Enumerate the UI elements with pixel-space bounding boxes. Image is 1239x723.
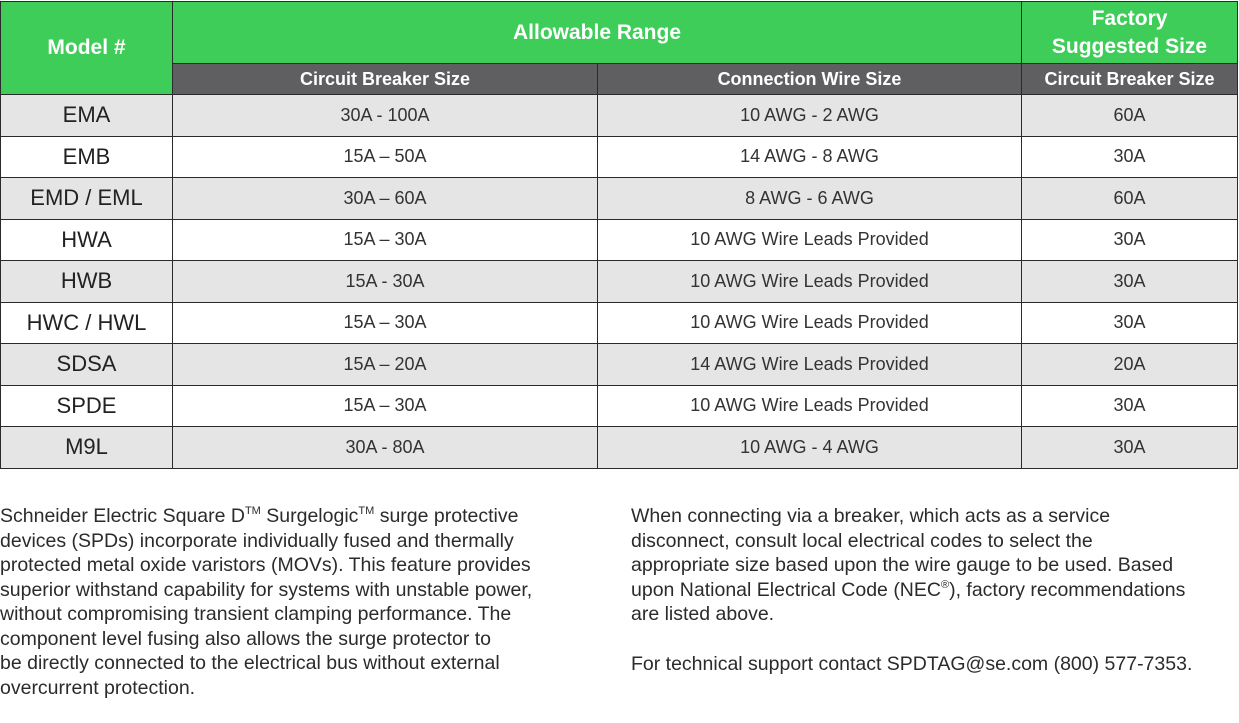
table-row [1, 344, 1238, 386]
model-cell: SDSA [1, 344, 173, 386]
factory-suggested-header [1022, 2, 1238, 64]
table-row [1, 178, 1238, 220]
model-cell: EMA [1, 95, 173, 137]
model-cell: HWA [1, 219, 173, 261]
breaker-guidance-paragraph [631, 504, 1231, 627]
guidance-line: are listed above. [631, 603, 775, 625]
wire-cell: 10 AWG Wire Leads Provided [598, 302, 1022, 344]
wire-cell: 10 AWG Wire Leads Provided [598, 219, 1022, 261]
description-line: protected metal oxide varistors (MOVs). This feature provides [0, 554, 531, 576]
guidance-line: appropriate size based upon the wire gauge to be used. Based [631, 554, 1174, 576]
breaker-cell: 15A – 30A [173, 302, 598, 344]
suggested-cell: 60A [1022, 95, 1238, 137]
table-row [1, 219, 1238, 261]
table-row [1, 302, 1238, 344]
text-segment: Surgelogic [260, 505, 359, 527]
model-cell: M9L [1, 427, 173, 469]
breaker-cell: 15A – 30A [173, 385, 598, 427]
breaker-cell: 15A – 30A [173, 219, 598, 261]
suggested-cell: 60A [1022, 178, 1238, 220]
suggested-cell: 20A [1022, 344, 1238, 386]
model-cell: EMB [1, 136, 173, 178]
text-segment: ), factory recommendations [949, 578, 1186, 601]
wire-size-header: Connection Wire Size [598, 64, 1022, 95]
breaker-cell: 15A – 50A [173, 136, 598, 178]
text-segment: surge protective [374, 505, 519, 527]
breaker-cell: 30A - 100A [173, 95, 598, 137]
model-cell: EMD / EML [1, 178, 173, 220]
breaker-size-header: Circuit Breaker Size [173, 64, 598, 95]
suggested-cell: 30A [1022, 385, 1238, 427]
registered-mark: ® [940, 578, 950, 591]
trademark-mark: TM [244, 505, 261, 517]
guidance-line: disconnect, consult local electrical codes to select the [631, 529, 1093, 552]
breaker-cell: 30A – 60A [173, 178, 598, 220]
model-cell: SPDE [1, 385, 173, 427]
allowable-range-header: Allowable Range [173, 2, 1022, 64]
factory-breaker-size-header: Circuit Breaker Size [1022, 64, 1238, 95]
product-description-paragraph [0, 504, 600, 700]
text-segment: upon National Electrical Code (NEC [631, 578, 941, 601]
wire-cell: 14 AWG - 8 AWG [598, 136, 1022, 178]
suggested-cell: 30A [1022, 219, 1238, 261]
guidance-line: When connecting via a breaker, which acts as a service [631, 505, 1111, 527]
table-row [1, 385, 1238, 427]
suggested-cell: 30A [1022, 302, 1238, 344]
trademark-mark: TM [358, 505, 375, 517]
wire-cell: 10 AWG - 4 AWG [598, 427, 1022, 469]
description-line: without compromising transient clamping performance. The [0, 603, 512, 625]
breaker-cell: 15A - 30A [173, 261, 598, 303]
model-cell: HWC / HWL [1, 302, 173, 344]
wire-cell: 10 AWG Wire Leads Provided [598, 261, 1022, 303]
factory-header-line2: Suggested Size [1051, 34, 1208, 58]
description-line: devices (SPDs) incorporate individually fused and thermally [0, 529, 514, 552]
wire-cell: 10 AWG - 2 AWG [598, 95, 1022, 137]
breaker-cell: 30A - 80A [173, 427, 598, 469]
wire-cell: 8 AWG - 6 AWG [598, 178, 1022, 220]
wire-cell: 14 AWG Wire Leads Provided [598, 344, 1022, 386]
description-line: component level fusing also allows the surge protector to [0, 627, 492, 650]
technical-support-contact: For technical support contact SPDTAG@se.com (800) 577-7353. [631, 653, 1193, 675]
table-row [1, 95, 1238, 137]
suggested-cell: 30A [1022, 261, 1238, 303]
description-line [0, 504, 600, 529]
description-line: superior withstand capability for systems with unstable power, [0, 578, 533, 601]
breaker-cell: 15A – 20A [173, 344, 598, 386]
table-row [1, 261, 1238, 303]
guidance-line [631, 578, 1231, 603]
model-header: Model # [1, 2, 173, 95]
wire-cell: 10 AWG Wire Leads Provided [598, 385, 1022, 427]
table-row [1, 136, 1238, 178]
model-cell: HWB [1, 261, 173, 303]
description-line: be directly connected to the electrical bus without external [0, 652, 500, 674]
factory-header-line1: Factory [1091, 6, 1168, 30]
text-segment: Schneider Electric Square D [0, 505, 245, 527]
table-row [1, 427, 1238, 469]
suggested-cell: 30A [1022, 136, 1238, 178]
suggested-cell: 30A [1022, 427, 1238, 469]
description-line: overcurrent protection. [0, 676, 196, 699]
surge-protector-spec-table [0, 1, 1238, 469]
